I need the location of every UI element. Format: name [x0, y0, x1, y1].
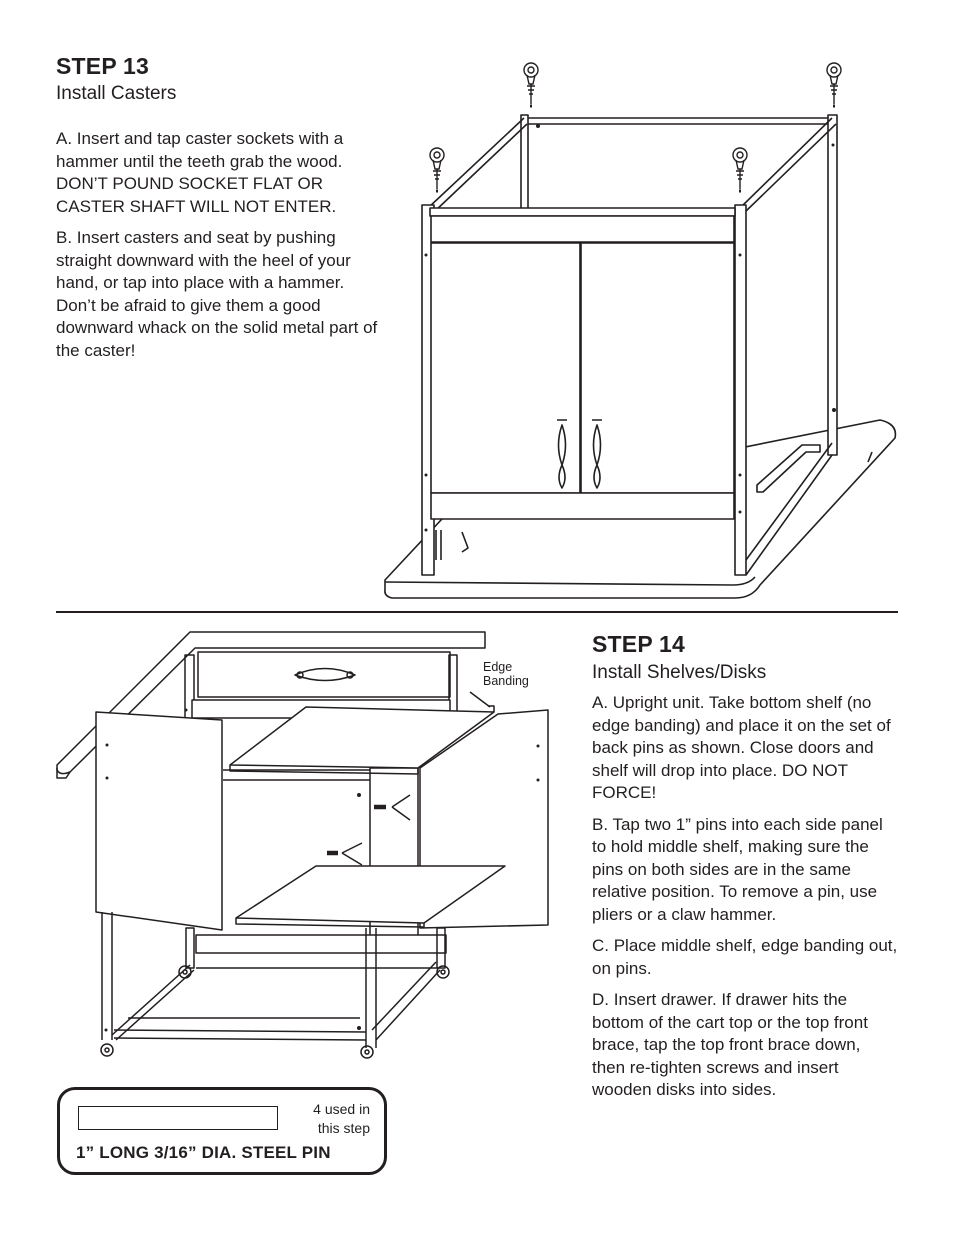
step13-title: STEP 13 — [56, 53, 150, 79]
step14-title: STEP 14 — [592, 631, 686, 657]
part-quantity — [313, 1100, 370, 1138]
step14-subtitle: Install Shelves/Disks — [592, 662, 767, 683]
part-callout-box — [57, 1087, 387, 1175]
part-qty-line2: this step — [317, 1120, 370, 1136]
step13-para-a: A. Insert and tap caster sockets with a hammer until the teeth grab the wood. DON’T POUND SOCKET FLAT OR CASTER SHAFT WILL NOT ENTER. — [56, 129, 344, 216]
step14-para-d: D. Insert drawer. If drawer hits the bottom of the cart top or the top front brace, tap the top front brace down, then re-tighten screws and insert wooden disks into sides. — [592, 990, 868, 1099]
part-name: 1” LONG 3/16” DIA. STEEL PIN — [76, 1143, 331, 1162]
edge-banding-callout — [483, 660, 529, 688]
part-qty-line1: 4 used in — [313, 1101, 370, 1117]
step14-para-a: A. Upright unit. Take bottom shelf (no edge banding) and place it on the set of back pins as shown. Close doors and shelf will drop into place. DO NOT FORCE! — [592, 693, 891, 802]
callout-edge: Edge — [483, 660, 513, 674]
step13-subtitle: Install Casters — [56, 83, 177, 104]
step14-para-c: C. Place middle shelf, edge banding out, on pins. — [592, 936, 898, 978]
callout-banding: Banding — [483, 674, 529, 688]
step13-para-b: B. Insert casters and seat by pushing straight downward with the heel of your hand, or tap into place with a hammer. Don’t be afraid to give them a good downward whack on the solid metal part of the caster! — [56, 228, 378, 360]
step14-instructions — [592, 692, 898, 1111]
step14-para-b: B. Tap two 1” pins into each side panel to hold middle shelf, making sure the pins on both sides are in the same relative position. To remove a pin, use pliers or a claw hammer. — [592, 814, 883, 924]
steel-pin-illustration — [78, 1106, 278, 1130]
